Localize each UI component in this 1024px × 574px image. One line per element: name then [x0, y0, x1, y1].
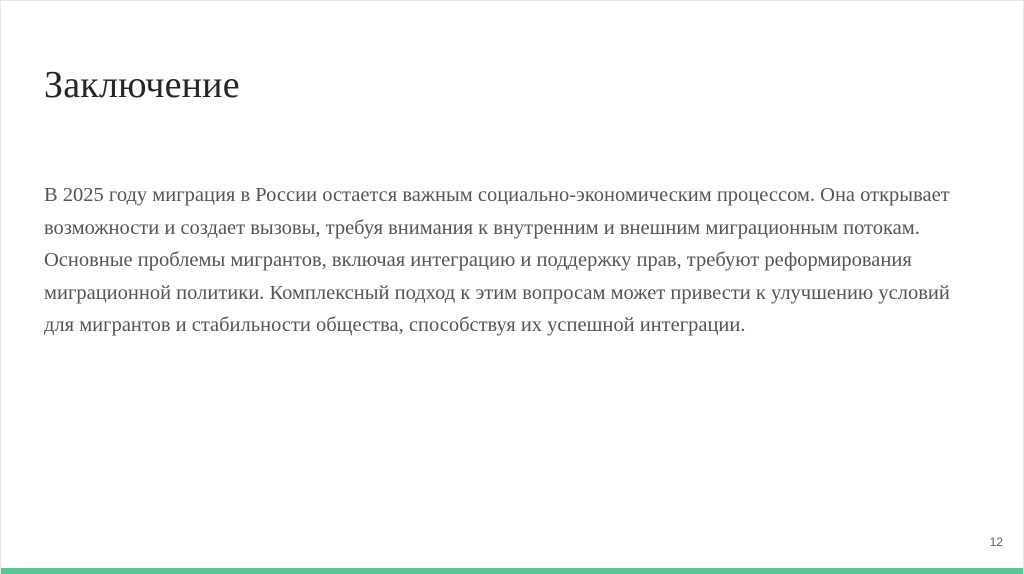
slide-title: Заключение [44, 64, 240, 106]
accent-bar [1, 568, 1023, 574]
page-number: 12 [989, 535, 1003, 549]
slide-body-text: В 2025 году миграция в России остается важным социально-экономическим процессом. Она открывает возможности и создает вызовы, требуя внимания к внутренним и внешним миграционным потокам. Основные проблемы мигрантов, включая интеграцию и поддержку прав, требуют реформирования миграционной политики. Комплексный подход к этим вопросам может привести к улучшению условий для мигрантов и стабильности общества, способствуя их успешной интеграции. [44, 184, 950, 337]
